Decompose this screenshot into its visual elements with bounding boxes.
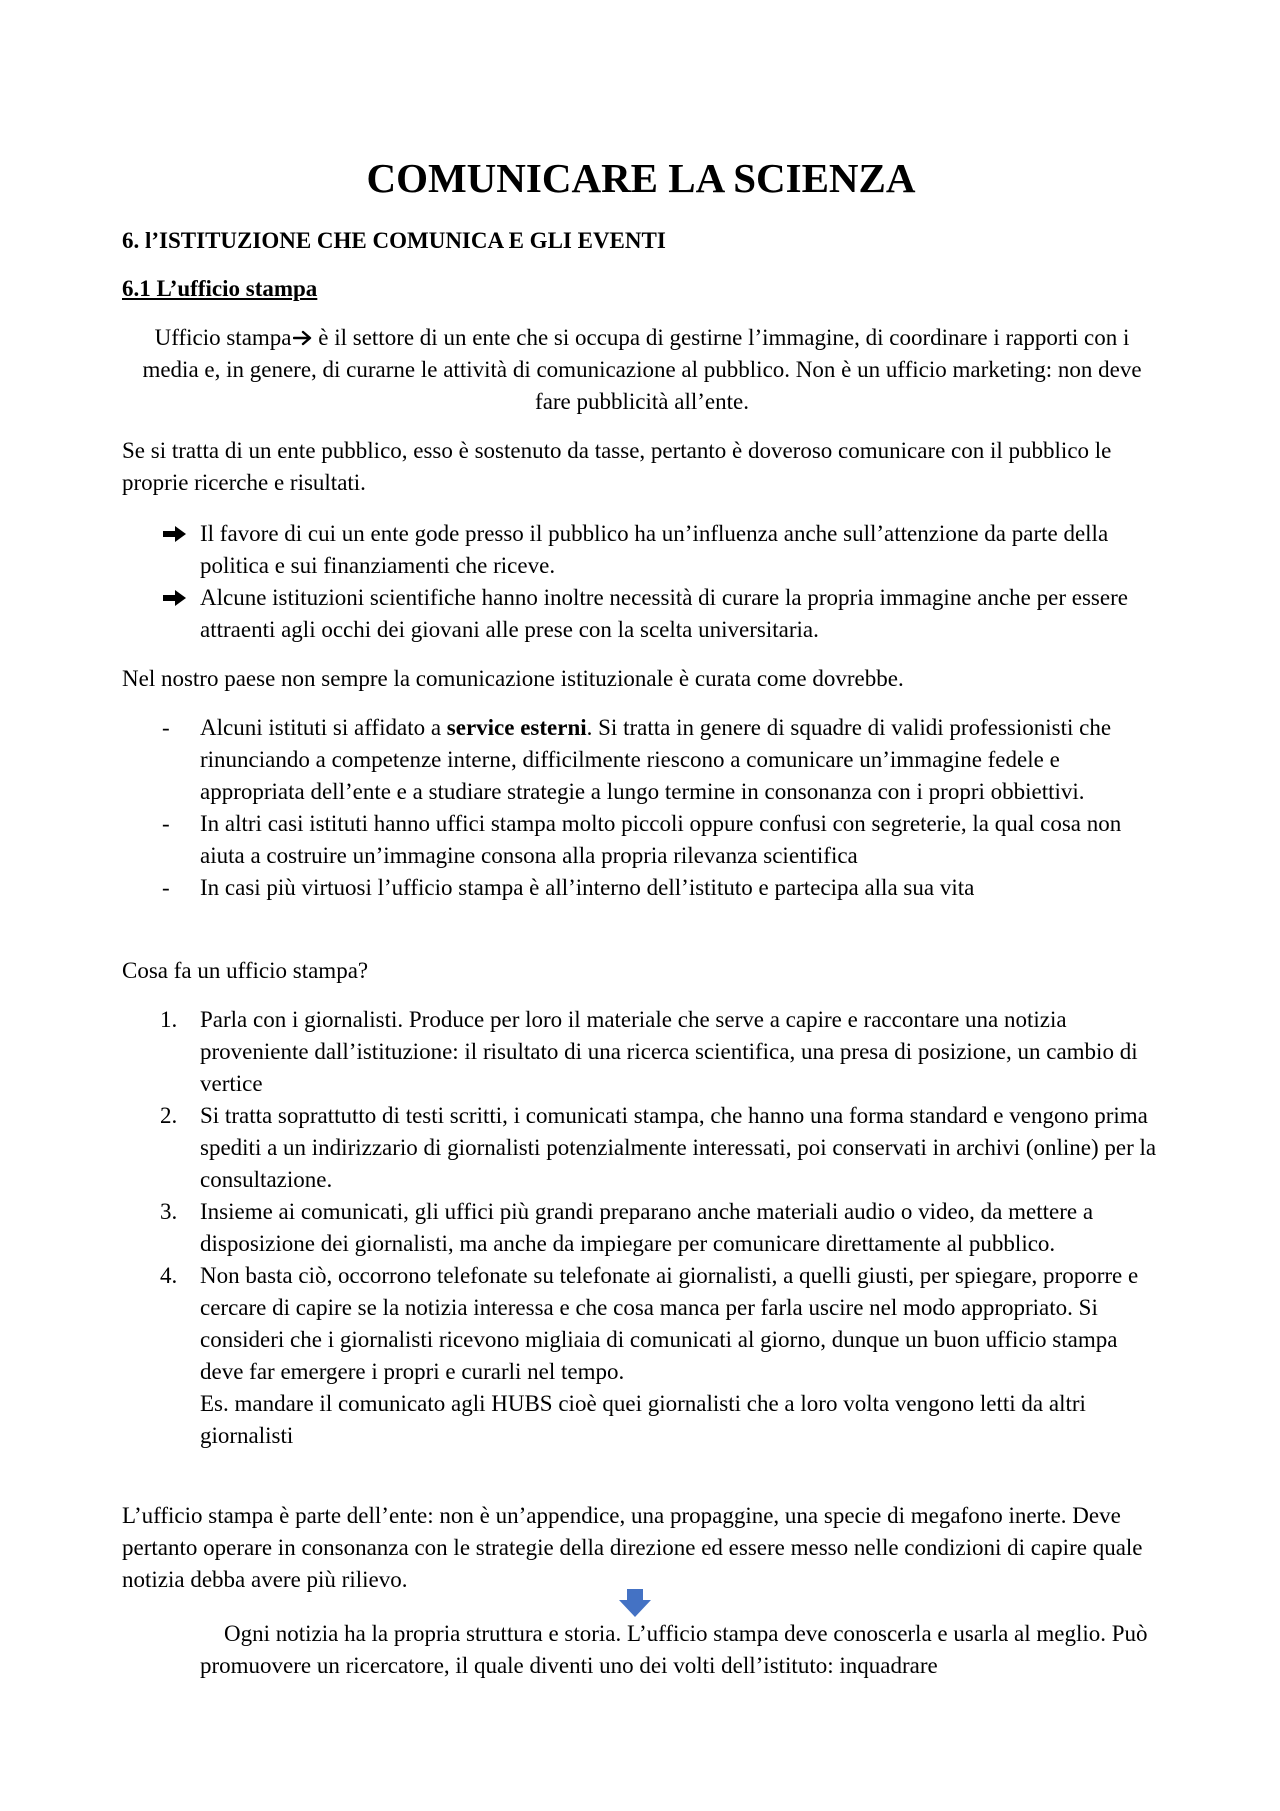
numbered-item-text: Non basta ciò, occorrono telefonate su telefonate ai giornalisti, a quelli giusti, per spiegare, proporre e cercare di capire se la notizia interessa e che cosa manca per farla uscire nel modo appropriato. Si consideri che i giornalisti ricevono migliaia di comunicati al giorno, dunque un buon ufficio stampa deve far emergere i propri e curarli nel tempo. (200, 1263, 1139, 1384)
paragraph-final (200, 1618, 1200, 1682)
dash-item-text: In altri casi istituti hanno uffici stampa molto piccoli oppure confusi con segreterie, la qual cosa non aiuta a costruire un’immagine consona alla propria rilevanza scientifica (200, 811, 1122, 868)
down-arrow-icon (618, 1588, 652, 1618)
numbered-list (122, 1004, 1160, 1452)
list-item (122, 808, 1160, 872)
arrow-item-text: Alcune istituzioni scientifiche hanno inoltre necessità di curare la propria immagine anche per essere attraenti agli occhi dei giovani alle prese con la scelta universitaria. (200, 585, 1128, 642)
arrow-bullet-icon (162, 525, 188, 543)
paragraph-public: Se si tratta di un ente pubblico, esso è sostenuto da tasse, pertanto è doveroso comunicare con il pubblico le proprie ricerche e risultati. (122, 438, 1112, 495)
intro-term: Ufficio stampa (154, 325, 292, 350)
numbered-item-text: Si tratta soprattutto di testi scritti, i comunicati stampa, che hanno una forma standard e vengono prima spediti a un indirizzario di giornalisti potenzialmente interessati, poi conservati in archivi (online) per la consultazione. (200, 1103, 1157, 1192)
dash-bullet: - (162, 811, 170, 836)
numbered-item-text: Insieme ai comunicati, gli uffici più grandi preparano anche materiali audio o video, da mettere a disposizione dei giornalisti, ma anche da impiegare per comunicare direttamente al pubblico. (200, 1199, 1094, 1256)
dash-item-bold: service esterni (446, 715, 587, 740)
dash-item-text-post: . Si tratta in genere di squadre di validi professionisti che rinunciando a competenze interne, difficilmente riescono a comunicare un’immagine fedele e appropriata dell’ente e a studiare strategie a lungo termine in consonanza con i propri obbiettivi. (200, 715, 1112, 804)
arrow-item-text: Il favore di cui un ente gode presso il pubblico ha un’influenza anche sull’attenzione da parte della politica e sui finanziamenti che riceve. (200, 521, 1109, 578)
item-number: 4. (160, 1263, 178, 1288)
arrow-bullet-icon (162, 589, 188, 607)
item-number: 2. (160, 1103, 178, 1128)
question-line: Cosa fa un ufficio stampa? (122, 958, 369, 983)
numbered-item-example: Es. mandare il comunicato agli HUBS cioè quei giornalisti che a loro volta vengono letti da altri giornalisti (200, 1391, 1086, 1448)
list-item (122, 1260, 1160, 1452)
intro-definition (142, 322, 1142, 418)
paragraph-country: Nel nostro paese non sempre la comunicazione istituzionale è curata come dovrebbe. (122, 666, 904, 691)
dash-bullet: - (162, 715, 170, 740)
dash-bullet: - (162, 875, 170, 900)
subsection-heading: 6.1 L’ufficio stampa (122, 276, 318, 301)
numbered-item-text: Parla con i giornalisti. Produce per loro il materiale che serve a capire e raccontare una notizia proveniente dall’istituzione: il risultato di una ricerca scientifica, una presa di posizione, un cambio di vertice (200, 1007, 1138, 1096)
dash-list (122, 712, 1160, 904)
list-item (122, 1196, 1160, 1260)
list-item (122, 872, 1160, 904)
item-number: 1. (160, 1007, 178, 1032)
list-item (122, 518, 1160, 582)
intro-definition-text: è il settore di un ente che si occupa di gestirne l’immagine, di coordinare i rapporti con i media e, in genere, di curarne le attività di comunicazione al pubblico. Non è un ufficio marketing: non deve fare pubblicità all’ente. (142, 325, 1142, 414)
document-title: COMUNICARE LA SCIENZA (366, 155, 916, 201)
right-arrow-icon (293, 330, 313, 346)
dash-item-text: In casi più virtuosi l’ufficio stampa è all’interno dell’istituto e partecipa alla sua vita (200, 875, 975, 900)
item-number: 3. (160, 1199, 178, 1224)
list-item (122, 712, 1160, 808)
list-item (122, 1100, 1160, 1196)
list-item (122, 582, 1160, 646)
paragraph-final-text: Ogni notizia ha la propria struttura e storia. L’ufficio stampa deve conoscerla e usarla al meglio. Può promuovere un ricercatore, il quale diventi uno dei volti dell’istituto: inquadrare (200, 1621, 1148, 1678)
list-item (122, 1004, 1160, 1100)
section-heading: 6. l’ISTITUZIONE CHE COMUNICA E GLI EVENTI (122, 228, 666, 253)
paragraph-ente: L’ufficio stampa è parte dell’ente: non è un’appendice, una propaggine, una specie di megafono inerte. Deve pertanto operare in consonanza con le strategie della direzione ed essere messo nelle condizioni di capire quale notizia debba avere più rilievo. (122, 1503, 1143, 1592)
arrow-list (122, 518, 1160, 646)
dash-item-text-pre: Alcuni istituti si affidato a (200, 715, 447, 740)
